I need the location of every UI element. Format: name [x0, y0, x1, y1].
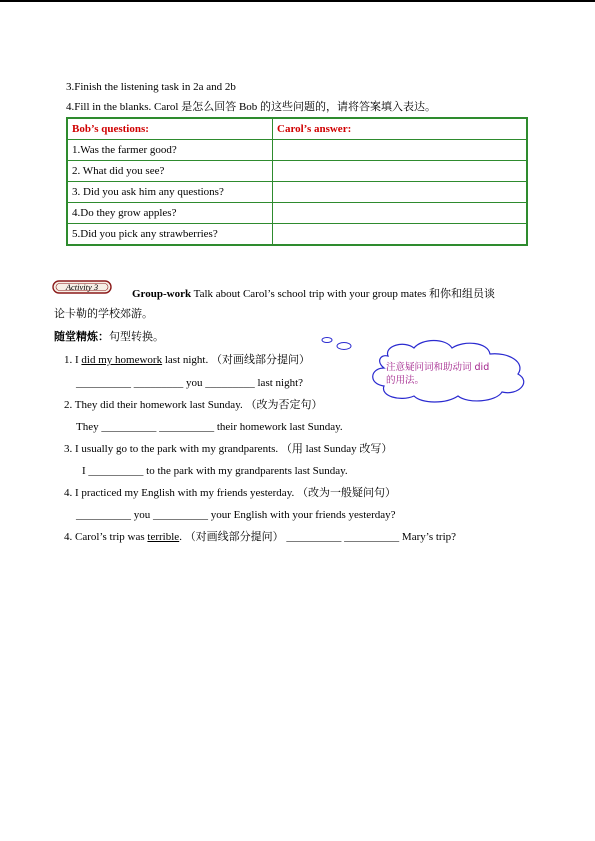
q1-prefix: 1. I: [64, 354, 82, 366]
activity-text: Talk about Carol’s school trip with your group mates 和你和组员谈: [191, 288, 496, 300]
question-cell: 2. What did you see?: [67, 161, 273, 182]
q5-prefix: 4. Carol’s trip was: [64, 531, 148, 543]
answer-cell[interactable]: [273, 182, 528, 203]
activity-badge-icon: [52, 280, 112, 294]
table-row: [67, 224, 527, 246]
group-work-label: Group-work: [132, 288, 192, 300]
activity-badge-label: Activity 3: [65, 282, 99, 292]
question-1: [64, 353, 310, 367]
q1-suffix: last night. （对画线部分提问）: [162, 354, 310, 366]
q5-underlined: terrible: [147, 531, 180, 543]
activity-line-1: [132, 287, 495, 301]
answer-4[interactable]: __________ you __________ your English with your friends yesterday?: [76, 509, 396, 521]
activity-line-2: 论卡勒的学校郊游。: [54, 308, 153, 320]
practice-title: 随堂精炼：: [54, 331, 109, 343]
question-3: 3. I usually go to the park with my grandparents. （用 last Sunday 改写）: [64, 443, 393, 455]
table-header-row: [67, 118, 527, 140]
table-row: [67, 161, 527, 182]
cloud-note: 注意疑问词和助动词 did 的用法。: [386, 362, 490, 386]
question-cell: 5.Did you pick any strawberries?: [67, 224, 273, 246]
question-cell: 4.Do they grow apples?: [67, 203, 273, 224]
answer-cell[interactable]: [273, 203, 528, 224]
answer-cell[interactable]: [273, 224, 528, 246]
q5-suffix: . （对画线部分提问） __________ __________ Mary’s trip?: [179, 531, 457, 543]
fill-blanks-instruction: 4.Fill in the blanks. Carol 是怎么回答 Bob 的这些问题的，请将答案填入表达。: [66, 101, 437, 113]
question-2: 2. They did their homework last Sunday. （改为否定句）: [64, 399, 323, 411]
q1-underlined: did my homework: [81, 354, 163, 366]
question-4: 4. I practiced my English with my friends yesterday. （改为一般疑问句）: [64, 487, 396, 499]
qa-table: [66, 117, 528, 246]
question-cell: 3. Did you ask him any questions?: [67, 182, 273, 203]
top-border-line: [0, 0, 595, 2]
question-5: [64, 530, 456, 544]
question-cell: 1.Was the farmer good?: [67, 140, 273, 161]
answer-2[interactable]: They __________ __________ their homework last Sunday.: [76, 421, 343, 433]
answer-3[interactable]: I __________ to the park with my grandparents last Sunday.: [82, 465, 348, 477]
answer-cell[interactable]: [273, 140, 528, 161]
table-row: [67, 182, 527, 203]
answer-1[interactable]: __________ _________ you _________ last night?: [76, 377, 304, 389]
practice-heading: [54, 330, 164, 344]
table-row: [67, 203, 527, 224]
answer-cell[interactable]: [273, 161, 528, 182]
listening-task-line: 3.Finish the listening task in 2a and 2b: [66, 81, 236, 93]
table-row: [67, 140, 527, 161]
bob-questions-header: Bob’s questions:: [67, 118, 273, 140]
carol-answer-header: Carol’s answer:: [273, 118, 528, 140]
practice-subtitle: 句型转换。: [109, 331, 164, 343]
